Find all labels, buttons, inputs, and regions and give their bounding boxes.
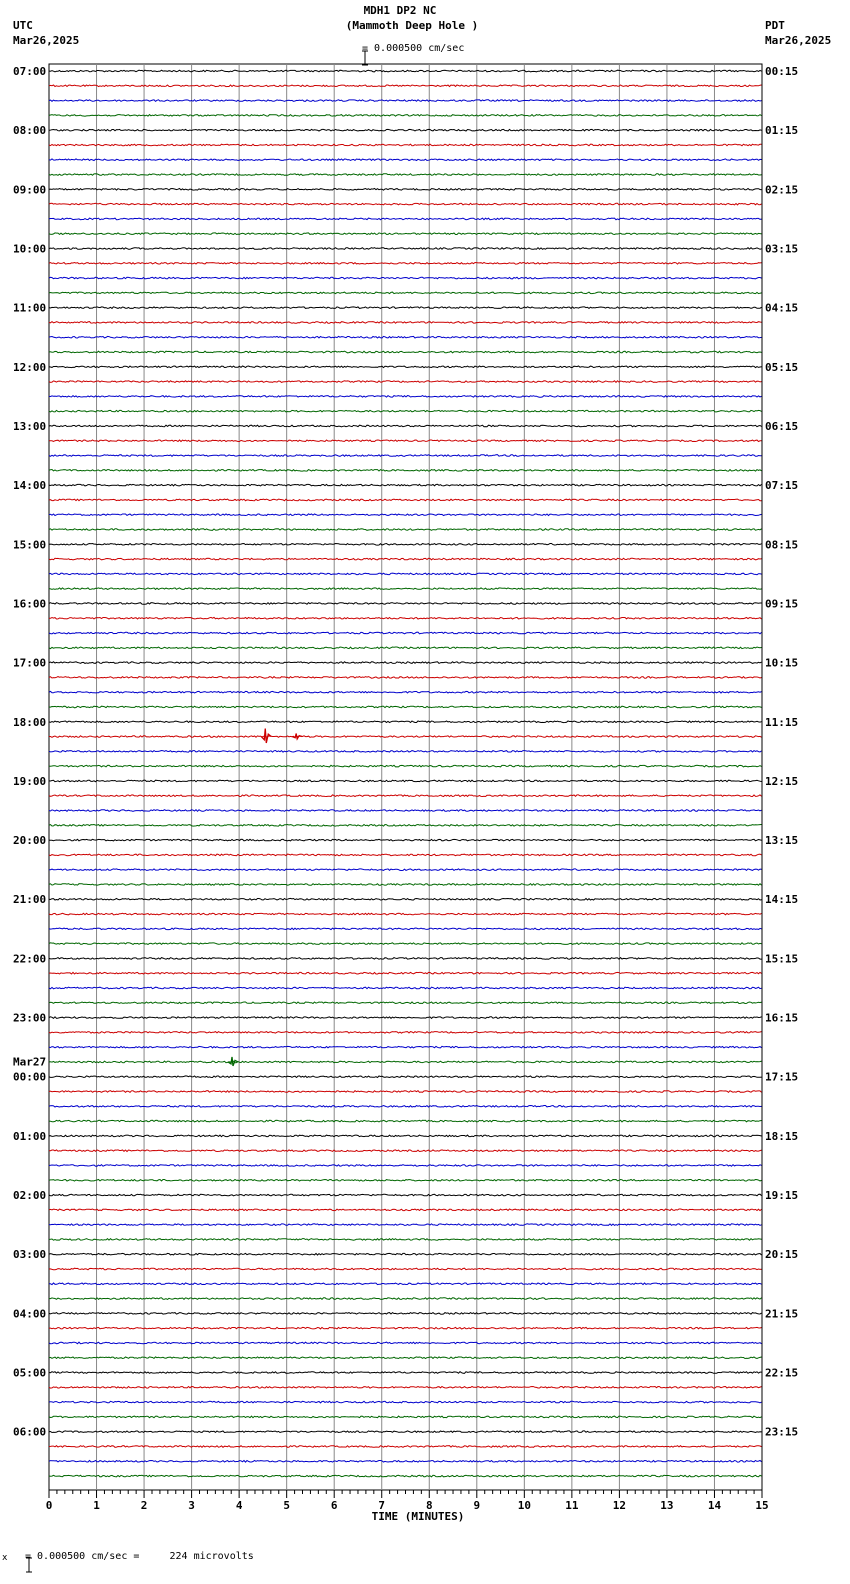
seismic-trace [49,1150,762,1152]
seismic-trace [49,514,762,516]
seismic-trace [49,1224,762,1226]
seismic-trace [49,1431,762,1433]
x-tick-label: 5 [283,1499,290,1512]
seismic-trace [49,277,762,279]
seismic-trace [49,351,762,353]
seismic-trace [49,1046,762,1048]
seismic-trace [49,1239,762,1241]
seismic-trace [49,499,762,501]
x-tick-label: 4 [235,1499,243,1512]
seismic-trace [49,203,762,205]
seismic-trace [49,233,762,235]
utc-hour-label: 07:00 [13,65,47,78]
pdt-hour-label: 18:15 [765,1129,799,1143]
seismic-trace [49,366,762,368]
seismic-trace [49,129,762,131]
seismic-trace [49,928,762,930]
seismic-trace [49,884,762,886]
pdt-hour-label: 12:15 [765,774,799,788]
pdt-hour-label: 23:15 [765,1425,799,1439]
seismic-trace [49,706,762,708]
x-axis-label: TIME (MINUTES) [371,1510,465,1523]
seismic-trace [49,1165,762,1167]
x-tick-label: 10 [517,1499,531,1512]
seismic-trace [49,100,762,102]
utc-hour-label: 14:00 [13,479,47,493]
x-tick-label: 3 [188,1499,195,1512]
seismic-trace [49,1002,762,1004]
seismic-trace [49,1387,762,1389]
x-tick-label: 7 [378,1499,386,1512]
seismic-trace [49,70,762,72]
seismic-trace [49,174,762,176]
seismic-trace [49,218,762,220]
seismic-trace [49,1342,762,1344]
seismic-trace [49,1017,762,1019]
seismic-trace [49,455,762,457]
utc-hour-label: 05:00 [13,1366,47,1380]
x-tick-label: 15 [755,1499,769,1512]
pdt-hour-label: 03:15 [765,242,799,256]
seismic-trace [49,765,762,767]
seismic-trace [49,470,762,472]
x-tick-label: 8 [425,1499,433,1512]
seismic-trace [49,381,762,383]
utc-hour-label: 08:00 [13,124,47,138]
utc-hour-label: 06:00 [13,1425,47,1439]
x-tick-label: 13 [660,1499,674,1512]
utc-hour-label: 09:00 [13,183,47,197]
pdt-hour-label: 08:15 [765,538,799,552]
seismic-trace [49,1461,762,1463]
date-change-label: Mar27 [13,1055,47,1069]
seismic-trace [49,544,762,546]
seismic-trace [49,721,762,723]
seismic-trace [49,1032,762,1034]
utc-hour-label: 23:00 [13,1011,47,1025]
seismic-event [261,729,271,743]
seismic-trace [49,144,762,146]
utc-hour-label: 19:00 [13,774,47,788]
seismic-trace [49,115,762,117]
seismic-trace [49,691,762,693]
pdt-hour-label: 06:15 [765,419,799,433]
seismic-trace [49,425,762,427]
seismic-trace [49,1401,762,1403]
x-tick-label: 9 [473,1499,481,1512]
footer-prefix: x [2,1553,8,1563]
seismic-trace [49,1416,762,1418]
pdt-hour-label: 05:15 [765,360,799,374]
seismic-trace [49,1357,762,1359]
seismic-trace [49,736,762,738]
right-date: Mar26,2025 [765,34,832,47]
seismic-trace [49,1091,762,1093]
seismic-trace [49,1061,762,1063]
seismic-trace [49,1253,762,1255]
seismic-trace [49,898,762,900]
utc-hour-label: 22:00 [13,952,47,966]
pdt-hour-label: 10:15 [765,656,799,670]
seismic-trace [49,484,762,486]
x-tick-label: 11 [565,1499,579,1512]
right-timezone: PDT [765,19,785,32]
seismic-trace [49,1135,762,1137]
seismic-trace [49,647,762,649]
x-tick-label: 1 [93,1499,100,1512]
station-location: (Mammoth Deep Hole ) [345,19,479,32]
seismic-trace [49,1106,762,1108]
seismic-trace [49,1194,762,1196]
utc-hour-label: 02:00 [13,1189,47,1203]
footer-scale-label: = 0.000500 cm/sec = 224 microvolts [25,1551,254,1562]
seismic-trace [49,529,762,531]
seismic-trace [49,159,762,161]
seismic-trace [49,1180,762,1182]
seismic-trace [49,1372,762,1374]
seismic-trace [49,839,762,841]
left-timezone: UTC [13,19,33,32]
utc-hour-label: 18:00 [13,715,47,729]
utc-hour-label: 12:00 [13,360,47,374]
seismic-trace [49,854,762,856]
utc-hour-label: 11:00 [13,301,47,315]
seismic-trace [49,440,762,442]
utc-hour-label: 10:00 [13,242,47,256]
seismic-trace [49,780,762,782]
utc-hour-label: 04:00 [13,1307,47,1321]
pdt-hour-label: 17:15 [765,1070,799,1084]
seismic-trace [49,410,762,412]
seismic-trace [49,987,762,989]
seismic-trace [49,558,762,560]
pdt-hour-label: 16:15 [765,1011,799,1025]
seismic-trace [49,588,762,590]
seismic-trace [49,1298,762,1300]
seismic-trace [49,810,762,812]
pdt-hour-label: 07:15 [765,479,799,493]
x-tick-label: 2 [140,1499,148,1512]
seismic-trace [49,751,762,753]
footer-scale-icon [12,1545,20,1561]
seismic-trace [49,1475,762,1477]
seismic-trace [49,189,762,191]
x-tick-label: 0 [45,1499,53,1512]
seismic-trace [49,972,762,974]
pdt-hour-label: 04:15 [765,301,799,315]
seismic-trace [49,1446,762,1448]
pdt-hour-label: 00:15 [765,65,799,78]
seismic-trace [49,1209,762,1211]
pdt-hour-label: 14:15 [765,893,799,907]
utc-hour-label: 16:00 [13,597,47,611]
utc-hour-label: 21:00 [13,893,47,907]
seismic-trace [49,1076,762,1078]
station-title: MDH1 DP2 NC [363,4,437,17]
seismic-trace [49,869,762,871]
seismic-trace [49,825,762,827]
seismic-trace [49,263,762,265]
pdt-hour-label: 02:15 [765,183,799,197]
utc-hour-label: 15:00 [13,538,47,552]
x-tick-label: 6 [330,1499,338,1512]
utc-hour-label: 01:00 [13,1129,47,1143]
seismic-trace [49,292,762,294]
seismic-trace [49,958,762,960]
pdt-hour-label: 11:15 [765,715,799,729]
seismic-trace [49,1268,762,1270]
seismic-trace [49,307,762,309]
seismic-trace [49,336,762,338]
pdt-hour-label: 15:15 [765,952,799,966]
seismic-trace [49,396,762,398]
seismic-trace [49,795,762,797]
seismic-trace [49,617,762,619]
pdt-hour-label: 19:15 [765,1189,799,1203]
x-tick-label: 14 [707,1499,722,1512]
utc-hour-label: 17:00 [13,656,47,670]
seismic-trace [49,1313,762,1315]
pdt-hour-label: 09:15 [765,597,799,611]
pdt-hour-label: 22:15 [765,1366,799,1380]
utc-hour-label: 13:00 [13,419,47,433]
seismic-trace [49,913,762,915]
pdt-hour-label: 21:15 [765,1307,799,1321]
left-date: Mar26,2025 [13,34,80,47]
seismic-trace [49,322,762,324]
seismic-trace [49,943,762,945]
seismic-trace [49,248,762,250]
seismic-trace [49,85,762,87]
seismic-trace [49,632,762,634]
seismic-trace [49,662,762,664]
x-tick-label: 12 [612,1499,627,1512]
seismic-trace [49,1120,762,1122]
pdt-hour-label: 20:15 [765,1248,799,1262]
seismic-trace [49,677,762,679]
pdt-hour-label: 01:15 [765,124,799,138]
utc-hour-label: 03:00 [13,1248,47,1262]
scale-label: = 0.000500 cm/sec [362,43,465,54]
seismic-trace [49,1283,762,1285]
seismic-trace [49,1327,762,1329]
seismic-trace [49,603,762,605]
utc-hour-label: 20:00 [13,834,47,848]
utc-hour-label: 00:00 [13,1070,47,1084]
pdt-hour-label: 13:15 [765,834,799,848]
seismic-trace [49,573,762,575]
